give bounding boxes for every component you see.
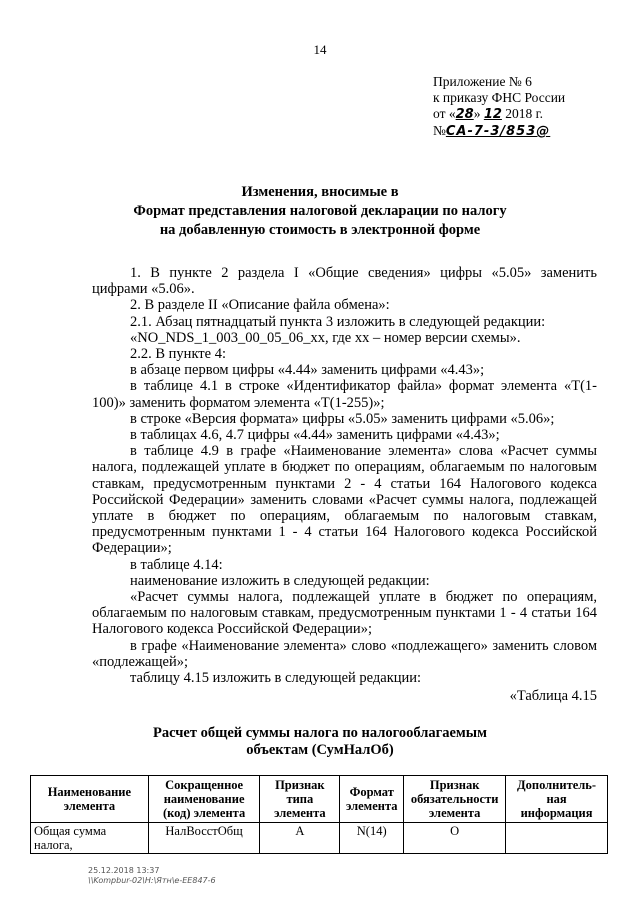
document-body <box>92 265 597 704</box>
cell-additional-info <box>506 823 608 854</box>
table-title-line1: Расчет общей суммы налога по налогооблагаемым <box>152 725 488 741</box>
table-title-line2: объектам (СумНалОб) <box>246 742 394 758</box>
date-day: 28 <box>455 107 474 122</box>
table-title <box>0 725 640 759</box>
header-required: Признак обязательности элемента <box>404 776 506 823</box>
cell-element-name: Общая сумма налога, <box>31 823 149 854</box>
number-prefix: № <box>433 123 446 138</box>
date-mid: » <box>473 106 481 121</box>
appendix-line1: Приложение № 6 <box>433 74 532 89</box>
appendix-order-number <box>433 123 565 140</box>
title-line2: Формат представления налоговой декларации по налогу <box>133 203 507 219</box>
cell-short-name: НалВосстОбщ <box>148 823 260 854</box>
footer-timestamp: 25.12.2018 13:37 <box>88 866 160 875</box>
appendix-block <box>433 74 565 140</box>
paragraph-9: в таблицах 4.6, 4.7 цифры «4.44» заменить цифрами «4.43»; <box>130 427 500 444</box>
table-caption-ref: «Таблица 4.15 <box>509 688 597 705</box>
header-element-name: Наименование элемента <box>31 776 149 823</box>
paragraph-10: в таблице 4.9 в графе «Наименование элемента» слова «Расчет суммы налога, подлежащей уплате в бюджет по операциям, облагаемым по налоговым ставкам, предусмотренным пунктами 2 - 4 статьи 164 Налогового кодекса Российской Федерации» заменить словами «Расчет суммы налога, подлежащей уплате в бюджет по операциям, облагаемым по налоговым ставкам, предусмотренным пунктами 1 - 4 статьи 164 Налогового кодекса Российской Федерации»; <box>92 443 597 557</box>
page-number: 14 <box>313 42 327 57</box>
header-element-type: Признак типа элемента <box>260 776 340 823</box>
paragraph-15: таблицу 4.15 изложить в следующей редакции: <box>130 670 422 687</box>
paragraph-14: в графе «Наименование элемента» слово «подлежащего» заменить словом «подлежащей»; <box>92 637 597 670</box>
header-short-name: Сокращенное наименование (код) элемента <box>148 776 260 823</box>
table-header-row <box>31 776 608 823</box>
header-format: Формат элемента <box>340 776 404 823</box>
paragraph-6: в абзаце первом цифры «4.44» заменить цифрами «4.43»; <box>130 362 485 379</box>
date-year: 2018 г. <box>505 106 544 121</box>
table-row <box>31 823 608 854</box>
title-line3: на добавленную стоимость в электронной форме <box>159 222 481 238</box>
cell-format: N(14) <box>340 823 404 854</box>
document-title <box>0 183 640 240</box>
print-footer <box>88 866 216 886</box>
order-number: СА-7-3/853@ <box>445 124 551 139</box>
paragraph-5: 2.2. В пункте 4: <box>130 346 226 363</box>
element-table <box>30 775 608 854</box>
paragraph-11: в таблице 4.14: <box>130 556 223 573</box>
cell-required: О <box>404 823 506 854</box>
paragraph-13: «Расчет суммы налога, подлежащей уплате в бюджет по операциям, облагаемым по налоговым ставкам, предусмотренным пунктами 1 - 4 статьи 164 Налогового кодекса Российской Федерации»; <box>92 589 597 638</box>
title-line1: Изменения, вносимые в <box>241 184 399 200</box>
paragraph-12: наименование изложить в следующей редакции: <box>130 572 430 589</box>
header-additional-info: Дополнитель-ная информация <box>506 776 608 823</box>
paragraph-1: 1. В пункте 2 раздела I «Общие сведения» цифры «5.05» заменить цифрами «5.06». <box>92 265 597 298</box>
paragraph-3: 2.1. Абзац пятнадцатый пункта 3 изложить в следующей редакции: <box>130 313 546 330</box>
appendix-date <box>433 106 565 123</box>
paragraph-4: «NO_NDS_1_003_00_05_06_xx, где xx – номер версии схемы». <box>130 329 521 346</box>
date-month: 12 <box>483 107 502 122</box>
appendix-line2: к приказу ФНС России <box>433 90 566 105</box>
paragraph-2: 2. В разделе II «Описание файла обмена»: <box>130 297 390 314</box>
cell-element-type: А <box>260 823 340 854</box>
date-prefix: от « <box>433 106 456 121</box>
paragraph-8: в строке «Версия формата» цифры «5.05» заменить цифрами «5.06»; <box>130 410 555 427</box>
footer-path: \\Kompbur-02\Н:\Ятн\е-ЕЕ847-6 <box>88 876 216 885</box>
paragraph-7: в таблице 4.1 в строке «Идентификатор файла» формат элемента «T(1-100)» заменить форматом элемента «T(1-255)»; <box>92 378 597 411</box>
